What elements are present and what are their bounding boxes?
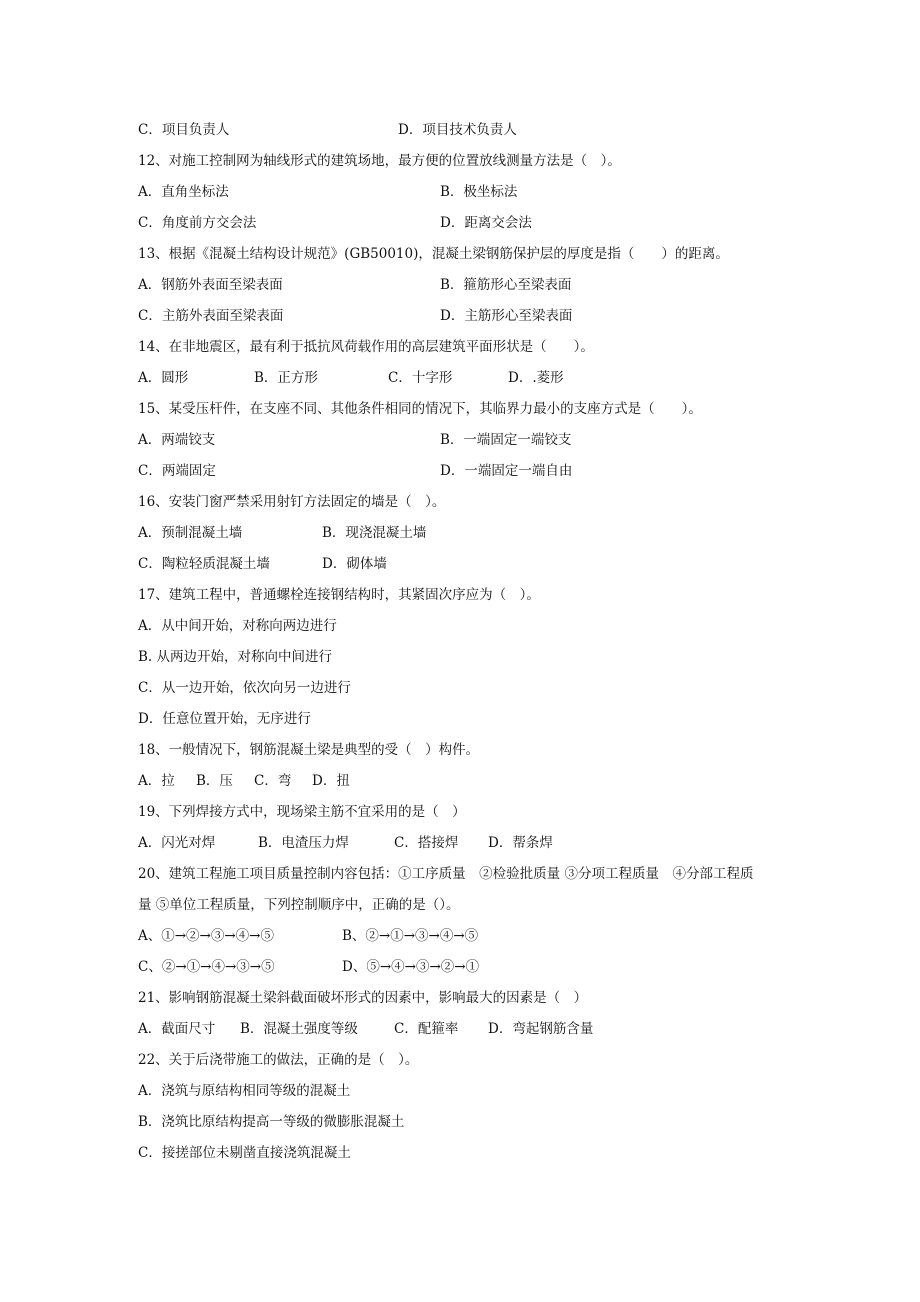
option-d: D．任意位置开始，无序进行 bbox=[138, 711, 311, 727]
option-c: C．从一边开始，依次向另一边进行 bbox=[138, 680, 351, 696]
question-16: 16、安装门窗严禁采用射钉方法固定的墙是（ ）。 bbox=[138, 494, 446, 510]
option-d: D．扭 bbox=[312, 773, 350, 789]
option-a: A．闪光对焊 bbox=[138, 835, 216, 851]
option-a: A．直角坐标法 bbox=[138, 184, 229, 200]
question-19: 19、下列焊接方式中，现场梁主筋不宜采用的是（ ） bbox=[138, 804, 466, 820]
option-c: C．配箍率 bbox=[394, 1021, 459, 1037]
option-a: A．两端铰支 bbox=[138, 432, 216, 448]
question-17: 17、建筑工程中，普通螺栓连接钢结构时，其紧固次序应为（ ）。 bbox=[138, 587, 540, 603]
option-a: A．预制混凝土墙 bbox=[138, 525, 243, 541]
question-20: 20、建筑工程施工项目质量控制内容包括：①工序质量 ②检验批质量 ③分项工程质量 ④分部工程质 bbox=[138, 866, 754, 882]
option-b: B．一端固定一端铰支 bbox=[440, 432, 572, 448]
option-d: D、⑤→④→③→②→① bbox=[342, 959, 480, 975]
option-c: C．角度前方交会法 bbox=[138, 215, 257, 231]
option-b: B. 从两边开始，对称向中间进行 bbox=[138, 649, 333, 665]
option-b: B．浇筑比原结构提高一等级的微膨胀混凝土 bbox=[138, 1114, 405, 1130]
option-c: C．主筋外表面至梁表面 bbox=[138, 308, 284, 324]
question-12: 12、对施工控制网为轴线形式的建筑场地，最方便的位置放线测量方法是（ ）。 bbox=[138, 153, 621, 169]
option-d: D．主筋形心至梁表面 bbox=[440, 308, 573, 324]
option-b: B．正方形 bbox=[254, 370, 318, 386]
option-b: B．极坐标法 bbox=[440, 184, 518, 200]
option-d: D．距离交会法 bbox=[440, 215, 532, 231]
question-22: 22、关于后浇带施工的做法，正确的是（ ）。 bbox=[138, 1052, 419, 1068]
question-15: 15、某受压杆件，在支座不同、其他条件相同的情况下，其临界力最小的支座方式是（ ）。 bbox=[138, 401, 702, 417]
option-b: B．压 bbox=[196, 773, 233, 789]
option-a: A．拉 bbox=[138, 773, 175, 789]
option-c: C．十字形 bbox=[388, 370, 453, 386]
option-d: D．弯起钢筋含量 bbox=[488, 1021, 594, 1037]
option-b: B．电渣压力焊 bbox=[258, 835, 349, 851]
option-b: B．混凝土强度等级 bbox=[240, 1021, 358, 1037]
option-b: B．现浇混凝土墙 bbox=[322, 525, 427, 541]
option-d: D．砌体墙 bbox=[322, 556, 387, 572]
question-20-continued: 量 ⑤单位工程质量，下列控制顺序中，正确的是（）。 bbox=[138, 897, 460, 913]
option-a: A．钢筋外表面至梁表面 bbox=[138, 277, 283, 293]
option-d: D．项目技术负责人 bbox=[398, 122, 517, 138]
question-14: 14、在非地震区，最有利于抵抗风荷载作用的高层建筑平面形状是（ ）。 bbox=[138, 339, 594, 355]
option-d: D．一端固定一端自由 bbox=[440, 463, 573, 479]
option-c: C．接搓部位未剔凿直接浇筑混凝土 bbox=[138, 1145, 351, 1161]
option-c: C．项目负责人 bbox=[138, 122, 230, 138]
option-c: C．陶粒轻质混凝土墙 bbox=[138, 556, 270, 572]
option-a: A、①→②→③→④→⑤ bbox=[138, 928, 274, 944]
option-a: A．浇筑与原结构相同等级的混凝土 bbox=[138, 1083, 351, 1099]
question-18: 18、一般情况下，钢筋混凝土梁是典型的受（ ）构件。 bbox=[138, 742, 480, 758]
option-a: A．从中间开始，对称向两边进行 bbox=[138, 618, 337, 634]
option-a: A．截面尺寸 bbox=[138, 1021, 216, 1037]
option-c: C．搭接焊 bbox=[394, 835, 459, 851]
option-c: C．两端固定 bbox=[138, 463, 216, 479]
option-d: D．.菱形 bbox=[508, 370, 564, 386]
question-13: 13、根据《混凝土结构设计规范》(GB50010)，混凝土梁钢筋保护层的厚度是指（ ）的距离。 bbox=[138, 246, 729, 262]
option-b: B、②→①→③→④→⑤ bbox=[342, 928, 479, 944]
option-d: D．帮条焊 bbox=[488, 835, 553, 851]
option-b: B．箍筋形心至梁表面 bbox=[440, 277, 572, 293]
question-21: 21、影响钢筋混凝土梁斜截面破坏形式的因素中，影响最大的因素是（ ） bbox=[138, 990, 588, 1006]
option-c: C．弯 bbox=[254, 773, 292, 789]
option-a: A．圆形 bbox=[138, 370, 189, 386]
option-c: C、②→①→④→③→⑤ bbox=[138, 959, 275, 975]
